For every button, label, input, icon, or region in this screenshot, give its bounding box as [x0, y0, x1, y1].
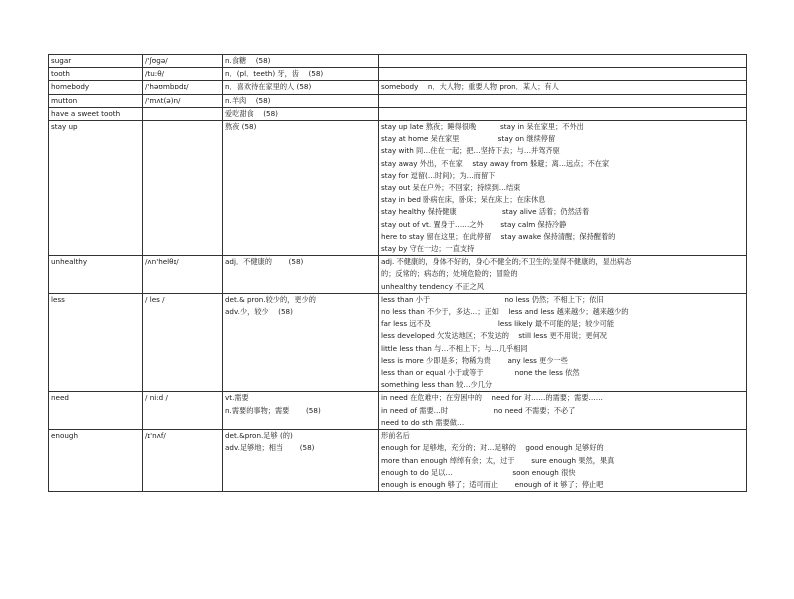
expansion-cell: [379, 107, 747, 120]
expansion-line: far less 远不及 less likely 最不可能的是；较少可能: [381, 319, 615, 329]
expansion-line: 形前名后: [381, 431, 410, 441]
expansion-line: 的；反常的；病态的；处境危险的；冒险的: [381, 269, 518, 279]
expansion-line: stay for 逗留(…时间)；为…而留下: [381, 170, 496, 180]
expansion-line: in need of 需要…时 no need 不需要；不必了: [381, 405, 576, 415]
vocabulary-row: [49, 430, 747, 492]
vocabulary-table: [48, 54, 747, 492]
vocabulary-row: [49, 55, 747, 68]
meaning-line: 爱吃甜食 (58): [225, 108, 278, 118]
word-cell: stay up: [49, 121, 143, 256]
expansion-line: little less than 与…不相上下；与…几乎相同: [381, 343, 528, 353]
expansion-line: stay away 外出，不在家 stay away from 躲避；离…远点；不在家: [381, 158, 610, 168]
expansion-cell: [379, 430, 747, 492]
meaning-line: n．(pl．teeth) 牙，齿 (58): [225, 69, 324, 79]
expansion-line: stay healthy 保持健康 stay alive 活着；仍然活着: [381, 207, 590, 217]
expansion-cell: [379, 81, 747, 94]
meaning-line: n.食糖 (58): [225, 56, 271, 65]
expansion-line: unhealthy tendency 不正之风: [381, 281, 484, 291]
expansion-line: adj. 不健康的，身体不好的，身心不健全的;不卫生的;显得不健康的，显出病态: [381, 257, 632, 267]
meaning-cell: [223, 430, 379, 492]
meaning-cell: [223, 55, 379, 68]
expansion-line: no less than 不少于，多达…；正如 less and less 越来越少；越来越少的: [381, 307, 629, 317]
expansion-line: less developed 欠发达地区；不发达的 still less 更不用说；更何况: [381, 331, 607, 341]
phonetic-cell: /ʌn'helθɪ/: [143, 256, 223, 294]
expansion-line: stay at home 呆在家里 stay on 继续停留: [381, 134, 556, 144]
expansion-line: stay out of vt. 置身于……之外 stay calm 保持冷静: [381, 219, 567, 229]
expansion-line: more than enough 绰绰有余；太，过于 sure enough 果然，果真: [381, 455, 615, 465]
meaning-cell: [223, 94, 379, 107]
word-cell: have a sweet tooth: [49, 107, 143, 120]
expansion-line: less than 小于 no less 仍然；不相上下；依旧: [381, 294, 604, 304]
meaning-cell: [223, 68, 379, 81]
meaning-cell: [223, 107, 379, 120]
phonetic-cell: / les /: [143, 293, 223, 392]
expansion-cell: [379, 293, 747, 392]
vocabulary-sheet: [48, 54, 747, 492]
expansion-line: stay by 守在一边；一直支持: [381, 244, 475, 254]
expansion-line: stay with 同…住在一起；把…坚持下去；与…并驾齐驱: [381, 146, 560, 156]
meaning-line: adj．不健康的 (58): [225, 257, 304, 267]
expansion-line: somebody n．大人物；重要人物 pron．某人；有人: [381, 82, 559, 92]
expansion-line: in need 在危难中；在穷困中的 need for 对……的需要；需要……: [381, 393, 603, 403]
meaning-cell: [223, 256, 379, 294]
meaning-line: vt.需要: [225, 393, 249, 403]
meaning-line: det.&pron.足够 (的): [225, 431, 293, 441]
vocabulary-row: [49, 121, 747, 256]
vocabulary-row: [49, 293, 747, 392]
phonetic-cell: /'ʃʊɡə/: [143, 55, 223, 68]
meaning-cell: [223, 121, 379, 256]
meaning-cell: [223, 392, 379, 430]
expansion-line: enough is enough 够了；适可而止 enough of it 够了；停止吧: [381, 479, 604, 489]
expansion-line: here to stay 留在这里；在此停留 stay awake 保持清醒；保持醒着的: [381, 231, 616, 241]
vocabulary-row: [49, 392, 747, 430]
expansion-line: stay up late 熬夜；睡得很晚 stay in 呆在家里；不外出: [381, 122, 584, 132]
meaning-cell: [223, 81, 379, 94]
meaning-line: n.需要的事物；需要 (58): [225, 405, 321, 415]
vocabulary-table-body: [49, 55, 747, 492]
word-cell: tooth: [49, 68, 143, 81]
meaning-line: n.羊肉 (58): [225, 95, 271, 105]
word-cell: unhealthy: [49, 256, 143, 294]
expansion-line: stay out 呆在户外；不回家；持续到…结束: [381, 183, 521, 193]
phonetic-cell: [143, 121, 223, 256]
meaning-line: adv.足够地；相当 (58): [225, 443, 315, 453]
expansion-cell: [379, 392, 747, 430]
meaning-line: 熬夜 (58): [225, 122, 257, 132]
expansion-cell: [379, 68, 747, 81]
vocabulary-row: [49, 94, 747, 107]
phonetic-cell: [143, 107, 223, 120]
expansion-cell: [379, 121, 747, 256]
word-cell: less: [49, 293, 143, 392]
vocabulary-row: [49, 81, 747, 94]
expansion-line: something less than 较…少几分: [381, 380, 493, 390]
meaning-line: det.& pron.较少的，更少的: [225, 294, 316, 304]
word-cell: enough: [49, 430, 143, 492]
expansion-cell: [379, 256, 747, 294]
phonetic-cell: / ni:d /: [143, 392, 223, 430]
vocabulary-row: [49, 256, 747, 294]
phonetic-cell: /ɪ'nʌf/: [143, 430, 223, 492]
expansion-line: less is more 少即是多；物稀为贵 any less 更少一些: [381, 355, 568, 365]
word-cell: need: [49, 392, 143, 430]
meaning-line: n．喜欢待在家里的人 (58): [225, 82, 312, 92]
vocabulary-row: [49, 68, 747, 81]
word-cell: mutton: [49, 94, 143, 107]
phonetic-cell: /tu:θ/: [143, 68, 223, 81]
phonetic-cell: /'həʊmbɒdɪ/: [143, 81, 223, 94]
vocabulary-row: [49, 107, 747, 120]
expansion-line: need to do sth 需要做…: [381, 417, 465, 427]
expansion-line: enough to do 足以… soon enough 很快: [381, 467, 576, 477]
meaning-line: adv.少，较少 (58): [225, 307, 293, 317]
expansion-line: enough for 足够地，充分的；对…足够的 good enough 足够好的: [381, 443, 604, 453]
expansion-line: less than or equal 小于或等于 none the less 依然: [381, 368, 580, 378]
expansion-cell: [379, 94, 747, 107]
expansion-line: stay in bed 卧病在床，卧床；呆在床上；在床休息: [381, 195, 546, 205]
phonetic-cell: /'mʌt(ə)n/: [143, 94, 223, 107]
meaning-cell: [223, 293, 379, 392]
word-cell: homebody: [49, 81, 143, 94]
expansion-cell: [379, 55, 747, 68]
word-cell: sugar: [49, 55, 143, 68]
